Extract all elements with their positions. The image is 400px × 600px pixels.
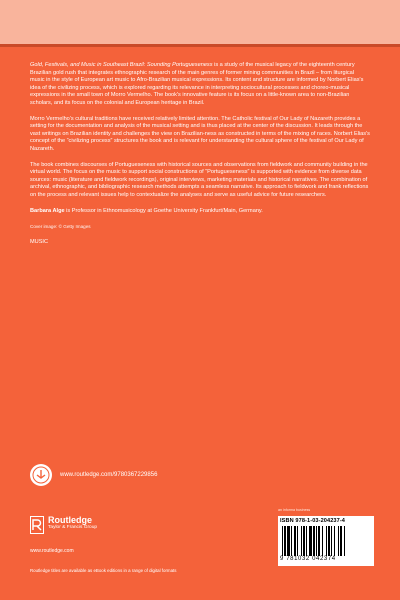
barcode-bar bbox=[331, 526, 332, 556]
barcode-bar bbox=[291, 526, 292, 556]
barcode-bar bbox=[313, 526, 315, 556]
barcode-bar bbox=[340, 526, 342, 556]
barcode-bar bbox=[344, 526, 345, 556]
barcode-bar bbox=[328, 526, 330, 556]
back-cover-text bbox=[30, 62, 370, 254]
top-strip bbox=[0, 0, 400, 44]
blurb-paragraph-1-text: is a study of the musical legacy of the eighteenth century Brazilian gold rush that integrates ethnographic research of the main genres of former mining communities in Brazil – from liturgical music in the style of European art music to Afro-Brazilian musical expressions. Its content and structure are informed by Norbert Elias's idea of the civilizing process, which is explored regarding its relevance in interpreting sociocultural processes and choreo-musical expressions in the small town of Morro Vermelho. The book's innovative feature is its focus on a little-known area to non-Brazilian scholars, and its focus on the colonial and European heritage in Brazil. bbox=[30, 62, 364, 106]
routledge-logo bbox=[30, 516, 97, 534]
barcode-bar bbox=[301, 526, 302, 556]
routledge-r-icon bbox=[30, 516, 44, 534]
author-bio-text: is Professor in Ethnomusicology at Goethe University Frankfurt/Main, Germany. bbox=[64, 207, 263, 214]
book-title-italic: Gold, Festivals, and Music in Southeast Brazil: Sounding Portugueseness bbox=[30, 62, 213, 68]
support-material-url[interactable]: www.routledge.com/9780367229856 bbox=[60, 472, 158, 478]
barcode-bar bbox=[287, 526, 290, 556]
barcode-bar bbox=[297, 526, 298, 556]
blurb-paragraph-1 bbox=[30, 62, 370, 108]
blurb-paragraph-2: Morro Vermelho's cultural traditions have received relatively limited attention. The Catholic festival of Our Lady of Nazareth provides a setting for the documentation and analysis of the musical setting and is thus placed at the center of the discussion. It leads through the vast writings on Brazilian identity and challenges the view on Brazilian-ness as constructed in terms of the mixing of races. Norbert Elias's concept of the “civilizing process” structures the book and is relevant for understanding the cultural sphere of the festival of Our Lady of Nazareth. bbox=[30, 115, 370, 152]
cover-credit: Cover image: © Getty Images bbox=[30, 224, 91, 230]
barcode-digits: 9 781032 042374 bbox=[280, 556, 336, 562]
ebook-note: Routledge titles are available as eBook editions in a range of digital formats bbox=[30, 568, 177, 573]
informa-note: an informa business bbox=[278, 508, 311, 512]
subject-category: MUSIC bbox=[30, 238, 49, 245]
barcode-bar bbox=[322, 526, 323, 556]
barcode-bar bbox=[284, 526, 286, 556]
barcode-bar bbox=[318, 526, 320, 556]
barcode-bar bbox=[338, 526, 339, 556]
barcode-bar bbox=[294, 526, 296, 556]
author-bio bbox=[30, 208, 370, 216]
publisher-group: Taylor & Francis Group bbox=[48, 525, 98, 530]
barcode-bar bbox=[334, 526, 335, 556]
top-band bbox=[0, 44, 400, 47]
barcode-bar bbox=[309, 526, 312, 556]
barcode-box bbox=[278, 516, 374, 566]
blurb-paragraph-3: The book combines discourses of Portugueseness with historical sources and observations from fieldwork and community building in the virtual world. The focus on the music to support social constructions of “Portugueseness” is supported with evidence from diverse data sources: music (literature and fieldwork recordings), original interviews, marketing materials and historical narratives. The combination of archival, ethnographic, and bibliographic research methods attempts a seamless narrative. Its approach to fieldwork and frank reflections on the process and relevant issues help to contextualize the analyses and serve as useful advice for future researchers. bbox=[30, 161, 369, 198]
barcode-bar bbox=[303, 526, 305, 556]
barcode-bars bbox=[282, 526, 370, 556]
barcode-bar bbox=[306, 526, 307, 556]
publisher-name: Routledge bbox=[48, 515, 92, 525]
support-material-row bbox=[30, 464, 157, 486]
author-name: Barbara Alge bbox=[30, 207, 65, 214]
support-material-icon bbox=[30, 464, 52, 486]
barcode-bar bbox=[282, 526, 283, 556]
isbn-label: ISBN 978-1-03-204237-4 bbox=[280, 518, 346, 524]
publisher-site[interactable]: www.routledge.com bbox=[30, 548, 74, 554]
barcode-bar bbox=[316, 526, 317, 556]
barcode-bar bbox=[326, 526, 327, 556]
